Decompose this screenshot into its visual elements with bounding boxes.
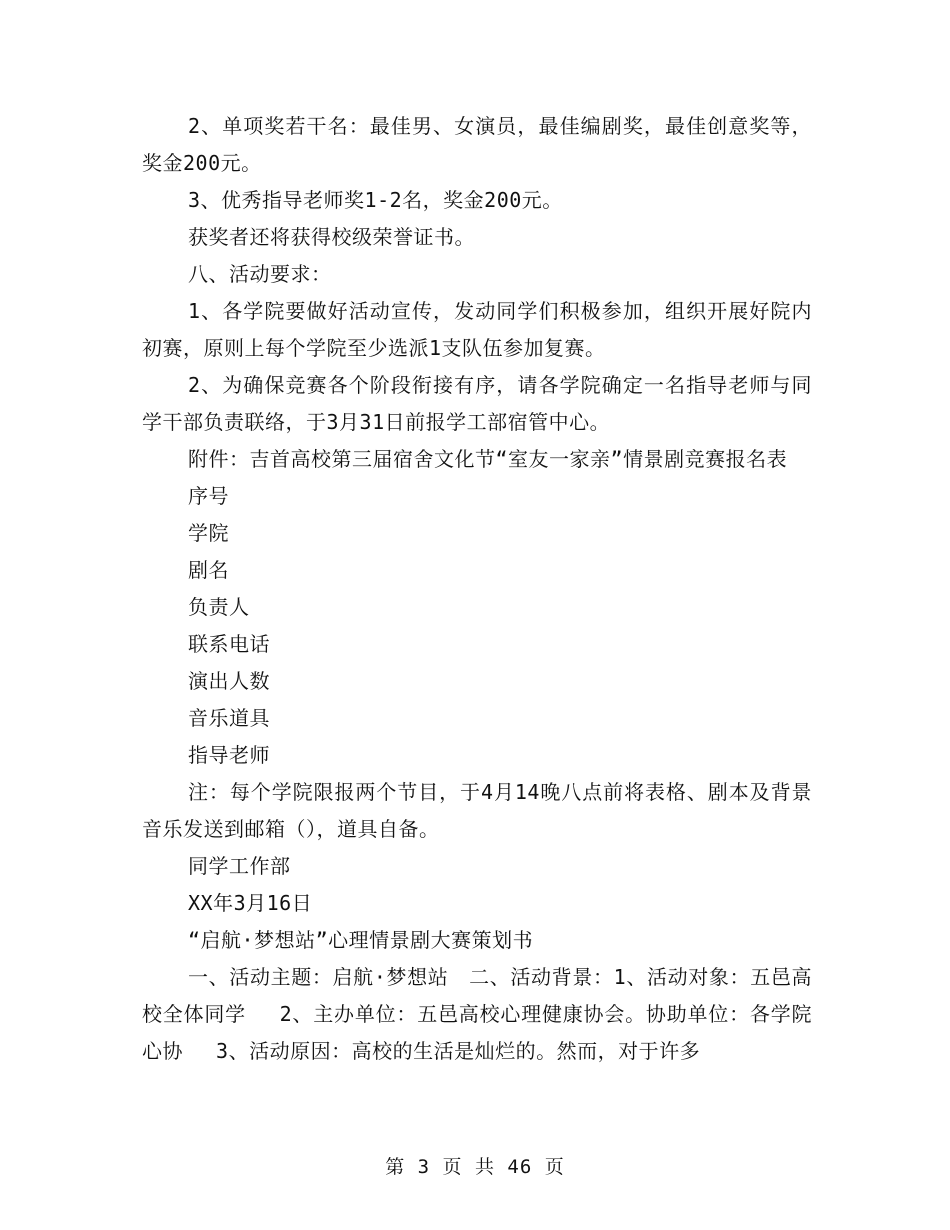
page-number-footer: 第 3 页 共 46 页 xyxy=(385,1156,565,1178)
form-field-label: 演出人数 xyxy=(188,669,270,693)
document-title: “启航·梦想站”心理情景剧大赛策划书 xyxy=(188,928,534,952)
note-paragraph: 注：每个学院限报两个节目，于4月14晚八点前将表格、剧本及背景音乐发送到邮箱（），道具自备。 xyxy=(142,780,812,841)
paragraph: 2、为确保竞赛各个阶段衔接有序，请各学院确定一名指导老师与同学干部负责联络，于3月31日前报学工部宿管中心。 xyxy=(142,373,812,434)
paragraph: 2、单项奖若干名：最佳男、女演员，最佳编剧奖，最佳创意奖等，奖金200元。 xyxy=(142,114,812,175)
form-field-label: 指导老师 xyxy=(188,743,270,767)
signature-department: 同学工作部 xyxy=(188,854,291,878)
form-field-label: 联系电话 xyxy=(188,632,270,656)
form-field-label: 剧名 xyxy=(188,558,229,582)
paragraph: 获奖者还将获得校级荣誉证书。 xyxy=(188,225,475,249)
document-body xyxy=(142,108,812,1070)
form-field-label: 音乐道具 xyxy=(188,706,270,730)
paragraph: 1、各学院要做好活动宣传，发动同学们积极参加，组织开展好院内初赛，原则上每个学院至少选派1支队伍参加复赛。 xyxy=(142,299,812,360)
section-heading: 八、活动要求： xyxy=(188,262,332,286)
attachment-title: 附件：吉首高校第三届宿舍文化节“室友一家亲”情景剧竞赛报名表 xyxy=(188,447,788,471)
form-field-label: 学院 xyxy=(188,521,229,545)
form-field-label: 序号 xyxy=(188,484,229,508)
paragraph: 一、活动主题：启航·梦想站 二、活动背景：1、活动对象：五邑高校全体同学 2、主办单位：五邑高校心理健康协会。协助单位：各学院心协 3、活动原因：高校的生活是灿烂的。然而，对于许多 xyxy=(142,965,812,1063)
signature-date: XX年3月16日 xyxy=(188,891,313,915)
form-field-label: 负责人 xyxy=(188,595,250,619)
paragraph: 3、优秀指导老师奖1-2名，奖金200元。 xyxy=(188,188,563,212)
